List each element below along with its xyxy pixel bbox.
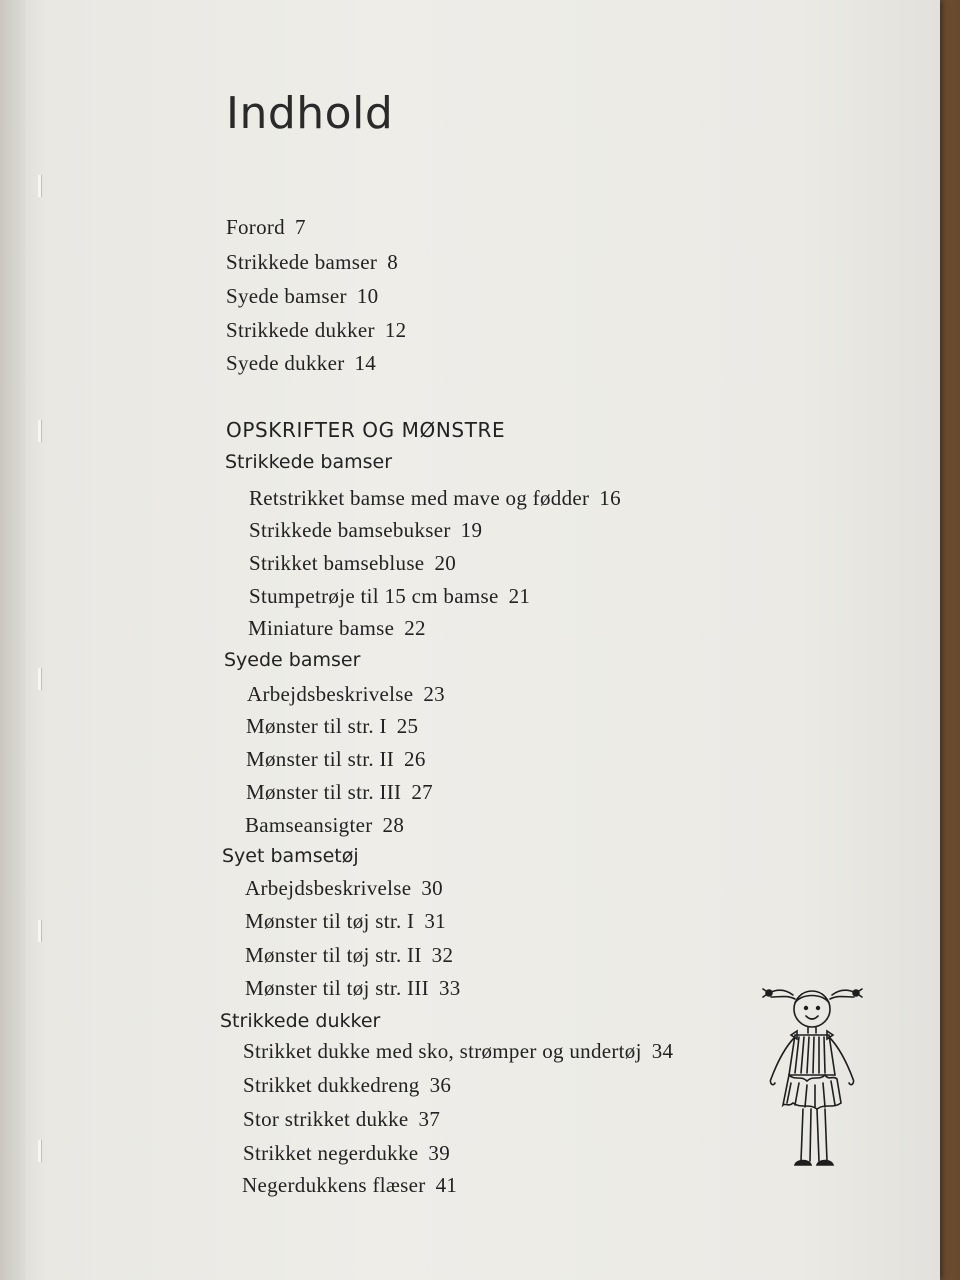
section-heading: OPSKRIFTER OG MØNSTRE [226,418,506,442]
toc-entry [245,976,461,1001]
group-heading: Syet bamsetøj [222,845,359,867]
toc-entry-page: 26 [404,747,426,771]
toc-entry [249,584,530,609]
binding-stitch [38,1140,42,1162]
toc-entry-label: Strikkede bamsebukser [249,518,451,542]
toc-entry [247,682,445,707]
toc-entry-label: Strikket dukke med sko, strømper og undertøj [243,1039,642,1063]
toc-entry-label: Strikket dukkedreng [243,1073,420,1097]
toc-entry [249,518,482,543]
toc-entry [246,780,433,805]
toc-entry-label: Miniature bamse [248,616,395,640]
toc-entry-page: 32 [431,943,454,967]
toc-entry-label: Strikkede dukker [226,318,375,342]
toc-entry-page: 41 [435,1173,458,1197]
toc-entry [249,551,456,576]
toc-entry-page: 20 [434,551,457,575]
toc-entry-label: Retstrikket bamse med mave og fødder [249,486,590,510]
toc-entry [243,1141,450,1166]
toc-entry [243,1039,673,1064]
binding-stitch [38,920,42,942]
toc-entry-label: Forord [226,215,285,239]
group-heading: Strikkede bamser [225,451,393,473]
toc-entry-page: 16 [599,486,621,510]
girl-doll-drawing-icon [755,975,870,1185]
toc-entry [245,943,453,968]
toc-entry [243,1107,440,1132]
toc-entry [243,1073,451,1098]
binding-stitch [38,420,42,442]
binding-stitch [38,668,42,690]
toc-entry [226,250,398,275]
toc-entry-label: Mønster til str. III [246,780,402,804]
toc-entry-label: Mønster til str. II [246,747,395,771]
toc-entry-label: Syede dukker [226,351,345,375]
toc-entry-label: Arbejdsbeskrivelse [245,876,412,900]
toc-entry-label: Mønster til tøj str. I [245,909,415,933]
toc-entry [245,909,446,934]
toc-entry-page: 25 [396,714,419,738]
toc-entry-page: 28 [382,813,405,837]
toc-entry-page: 33 [438,976,461,1000]
toc-entry [226,215,306,240]
binding-stitch [38,175,42,197]
toc-entry [226,318,406,343]
toc-entry-page: 30 [421,876,443,900]
toc-entry-label: Mønster til tøj str. III [245,976,429,1000]
page-spine [0,0,26,1280]
toc-entry-page: 31 [424,909,446,933]
toc-entry [246,714,418,739]
toc-entry-label: Mønster til str. I [246,714,387,738]
toc-entry-label: Strikket negerdukke [243,1141,419,1165]
toc-entry-page: 10 [356,284,379,308]
toc-entry-page: 19 [460,518,483,542]
toc-entry-page: 36 [429,1073,452,1097]
toc-entry [245,876,443,901]
toc-entry-page: 39 [428,1141,451,1165]
toc-entry [245,813,404,838]
group-heading: Syede bamser [224,649,361,671]
toc-entry-page: 37 [418,1107,441,1131]
toc-entry-page: 21 [508,584,531,608]
toc-entry-page: 8 [387,250,398,274]
toc-entry [249,486,621,511]
toc-entry [226,284,378,309]
group-heading: Strikkede dukker [220,1010,381,1032]
page-title: Indhold [226,88,394,139]
toc-entry-page: 23 [423,682,445,706]
toc-entry-page: 27 [411,780,433,804]
toc-entry-label: Mønster til tøj str. II [245,943,422,967]
toc-entry-label: Stor strikket dukke [243,1107,409,1131]
toc-entry [226,351,376,376]
toc-entry-page: 14 [354,351,377,375]
toc-entry [248,616,426,641]
toc-entry [242,1173,457,1198]
toc-entry-page: 22 [404,616,426,640]
toc-entry-page: 34 [651,1039,674,1063]
toc-entry-label: Stumpetrøje til 15 cm bamse [249,584,499,608]
toc-entry [246,747,426,772]
toc-entry-label: Strikket bamsebluse [249,551,425,575]
toc-entry-page: 7 [294,215,306,239]
toc-entry-page: 12 [384,318,407,342]
toc-entry-label: Syede bamser [226,284,347,308]
toc-entry-label: Arbejdsbeskrivelse [247,682,414,706]
toc-entry-label: Negerdukkens flæser [242,1173,426,1197]
toc-entry-label: Bamseansigter [245,813,373,837]
toc-entry-label: Strikkede bamser [226,250,378,274]
